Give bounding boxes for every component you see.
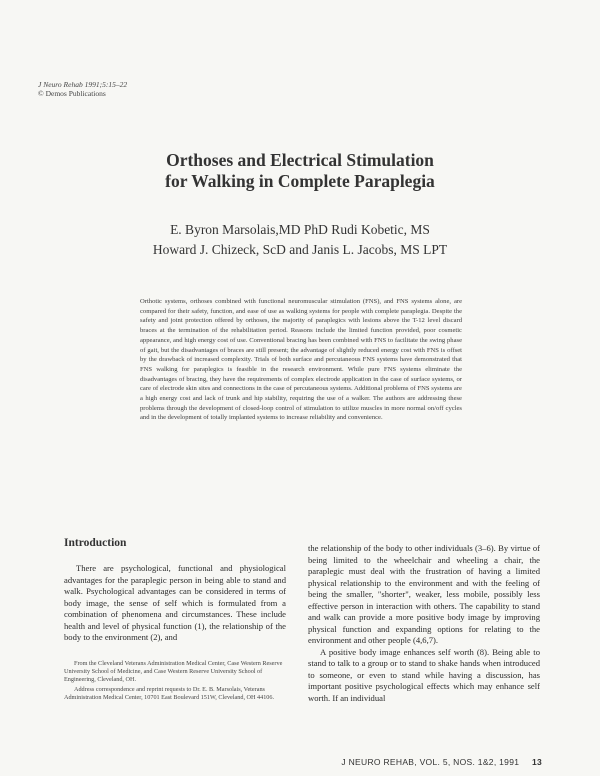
affiliation-footnote: From the Cleveland Veterans Administration Medical Center, Case Western Reserve University School of Medicine, and Case Western Reserve University School of Engineering, Cleveland, OH. [64, 660, 283, 684]
intro-paragraph-1: There are psychological, functional and physiological advantages for the paraplegic person in being able to stand and walk. Psychological advantages can be considered in terms of body image, the sense of self which is formulated from a combination of phenomena and circumstances. These include health and level of physical function (1), the relationship of the body to the environment (2), and [64, 563, 286, 642]
title-line-1: Orthoses and Electrical Stimulation [166, 150, 434, 170]
intro-paragraph-2: A positive body image enhances self worth (8). Being able to stand to talk to a group or to stand to shake hands when introduced to someone, or even to stand while having a discussion, has important positive psychological effects which may enhance self worth. If an individual [308, 646, 540, 703]
authors-line-2: Howard J. Chizeck, ScD and Janis L. Jacobs, MS LPT [152, 242, 448, 257]
journal-citation-block [38, 80, 127, 98]
article-title [80, 150, 520, 192]
page-number: 13 [531, 757, 542, 767]
running-footer [341, 757, 542, 767]
correspondence-footnote: Address correspondence and reprint requests to Dr. E. B. Marsolais, Veterans Administration Medical Center, 10701 East Boulevard 151W, Cleveland, OH 44106. [64, 685, 275, 701]
journal-citation: J Neuro Rehab 1991;5:15–22 [38, 80, 128, 89]
publisher-line: © Demos Publications [38, 89, 106, 98]
left-column [64, 563, 286, 644]
running-foot-text: J NEURO REHAB, VOL. 5, NOS. 1&2, 1991 [341, 757, 520, 767]
author-list [90, 220, 510, 260]
title-line-2: for Walking in Complete Paraplegia [165, 171, 435, 191]
right-column [308, 543, 540, 704]
authors-line-1: E. Byron Marsolais,MD PhD Rudi Kobetic, MS [170, 222, 430, 237]
abstract: Orthotic systems, orthoses combined with functional neuromuscular stimulation (FNS), and FNS systems alone, are compared for their safety, function, and ease of use as walking systems for people with complete paraplegia. Despite the safety and joint protection offered by orthoses, the majority of paraplegics with lesions above the T-12 level discard braces at the termination of the rehabilitation period. Reasons include the limited function provided, poor cosmetic appearance, and high energy cost of use. Conventional bracing has been combined with FNS to facilitate the swing phase of gait, but the disadvantages of braces are still present; the advantage of slightly reduced energy cost with FNS is offset by the drawback of increased complexity. Trials of both surface and percutaneous FNS systems have demonstrated that FNS walking for paraplegics is feasible in the research environment. While pure FNS systems eliminate the disadvantages of bracing, they have the requirements of complex electrode application in the case of surface systems, or care of electrode skin sites and connections in the case of percutaneous systems. Additional problems of FNS systems are a high energy cost and lack of trunk and hip stability, requiring the use of a walker. The authors are addressing these problems through the development of closed-loop control of stimulation to utilize muscles in more normal on/off cycles and in the development of totally implanted systems to increase reliability and convenience. [140, 298, 462, 422]
footnotes [64, 660, 286, 703]
intro-paragraph-continued: the relationship of the body to other individuals (3–6). By virtue of being limited to the wheelchair and wheeling a chair, the paraplegic must deal with the frustration of having a limited physical relationship to the environment and with the feeling of being the smaller, "shorter", weaker, less mobile, possibly less effective person in interaction with others. The capability to stand and walk can provide a more positive body image by improving physical function and expanding options for relating to the environment and other people (4,6,7). [308, 543, 540, 645]
introduction-heading: Introduction [64, 537, 127, 549]
